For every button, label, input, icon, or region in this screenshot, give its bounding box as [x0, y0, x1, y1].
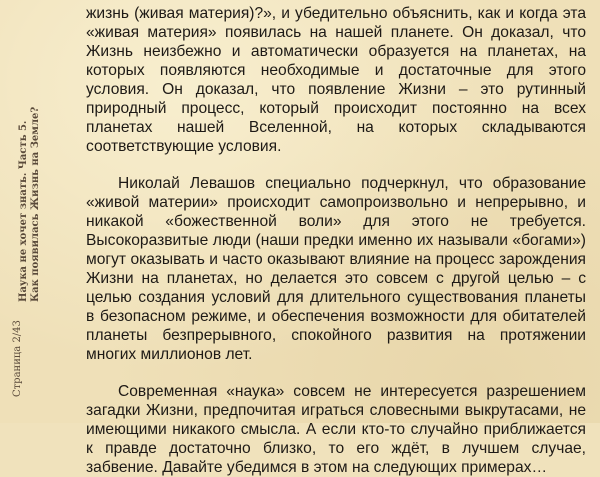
paragraph-3: Современная «наука» совсем не интересуется разрешением загадки Жизни, предпочитая играться словесными выкрутасами, не имеющими никакого смысла. А если кто-то случайно приближается к правде достаточно близко, то его ждёт, в лучшем случае, забвение. Давайте убедимся в этом на следующих примерах…: [86, 383, 586, 476]
running-title-line-1: Наука не хочет знать. Часть 5.: [18, 120, 29, 302]
paragraph-1: жизнь (живая материя)?», и убедительно объяснить, как и когда эта «живая материя» появилась на нашей планете. Он доказал, что Жизнь неизбежно и автоматически образуется на планетах, на которых появляются необходимые и достаточные для этого условия. Он доказал, что появление Жизни – это рутинный природный процесс, который происходит постоянно на всех планетах нашей Вселенной, на которых складываются соответствующие условия.: [86, 5, 586, 155]
page-number-label: Страница 2/43: [12, 320, 23, 397]
side-margin: [2, 0, 62, 423]
document-body: [86, 4, 586, 477]
paragraph-2: Николай Левашов специально подчеркнул, что образование «живой материи» происходит самопроизвольно и непрерывно, и никакой «божественной воли» для этого не требуется. Высокоразвитые люди (наши предки именно их называли «богами») могут оказывать и часто оказывают влияние на процесс зарождения Жизни на планетах, но делается это совсем с другой целью – с целью создания условий для длительного существования планеты в безопасном режиме, и обеспечения возможности для обитателей планеты безпрерывного, спокойного развития на протяжении многих миллионов лет.: [86, 175, 586, 363]
running-title-line-2: Как появилась Жизнь на Земле?: [30, 106, 41, 302]
